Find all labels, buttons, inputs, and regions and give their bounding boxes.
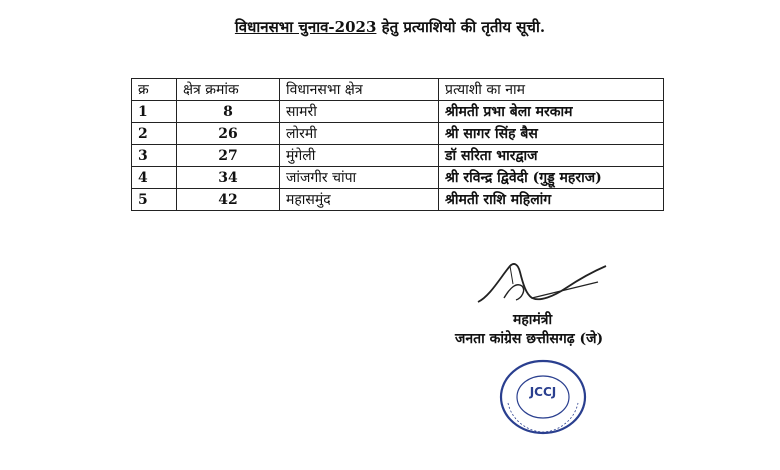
- subtitle-rest: हेतु प्रत्याशियो की तृतीय सूची.: [381, 18, 546, 36]
- candidate-table: [131, 78, 664, 211]
- table-row: [132, 101, 664, 123]
- col-serial: क्र: [132, 79, 177, 101]
- col-candidate-name: प्रत्याशी का नाम: [439, 79, 664, 101]
- cell-serial: 5: [132, 189, 177, 211]
- cell-serial: 1: [132, 101, 177, 123]
- col-constituency: विधानसभा क्षेत्र: [280, 79, 439, 101]
- cell-constituency: सामरी: [280, 101, 439, 123]
- cell-number: 42: [177, 189, 280, 211]
- cell-constituency: लोरमी: [280, 123, 439, 145]
- cell-number: 27: [177, 145, 280, 167]
- cell-constituency: महासमुंद: [280, 189, 439, 211]
- party-seal: [498, 358, 588, 436]
- col-constituency-number: क्षेत्र क्रमांक: [177, 79, 280, 101]
- list-subtitle: [0, 17, 780, 37]
- subtitle-election: विधानसभा चुनाव-2023: [234, 18, 377, 36]
- table-row: [132, 123, 664, 145]
- signatory-title: महामंत्री: [513, 312, 553, 328]
- cell-serial: 4: [132, 167, 177, 189]
- cell-candidate: श्रीमती प्रभा बेला मरकाम: [439, 101, 664, 123]
- cell-serial: 2: [132, 123, 177, 145]
- cell-serial: 3: [132, 145, 177, 167]
- cell-number: 26: [177, 123, 280, 145]
- handwritten-signature: [470, 258, 620, 310]
- table-row: [132, 167, 664, 189]
- table-row: [132, 189, 664, 211]
- cell-number: 34: [177, 167, 280, 189]
- table-header-row: [132, 79, 664, 101]
- seal-abbreviation: JCCJ: [529, 385, 557, 399]
- cell-constituency: मुंगेली: [280, 145, 439, 167]
- cell-candidate: श्री रविन्द्र द्विवेदी (गुड्डू महराज): [439, 167, 664, 189]
- cell-candidate: डॉ सरिता भारद्वाज: [439, 145, 664, 167]
- cell-number: 8: [177, 101, 280, 123]
- cell-constituency: जांजगीर चांपा: [280, 167, 439, 189]
- signatory-organization: जनता कांग्रेस छत्तीसगढ़ (जे): [455, 331, 604, 347]
- cell-candidate: श्री सागर सिंह बैस: [439, 123, 664, 145]
- cell-candidate: श्रीमती राशि महिलांग: [439, 189, 664, 211]
- table-row: [132, 145, 664, 167]
